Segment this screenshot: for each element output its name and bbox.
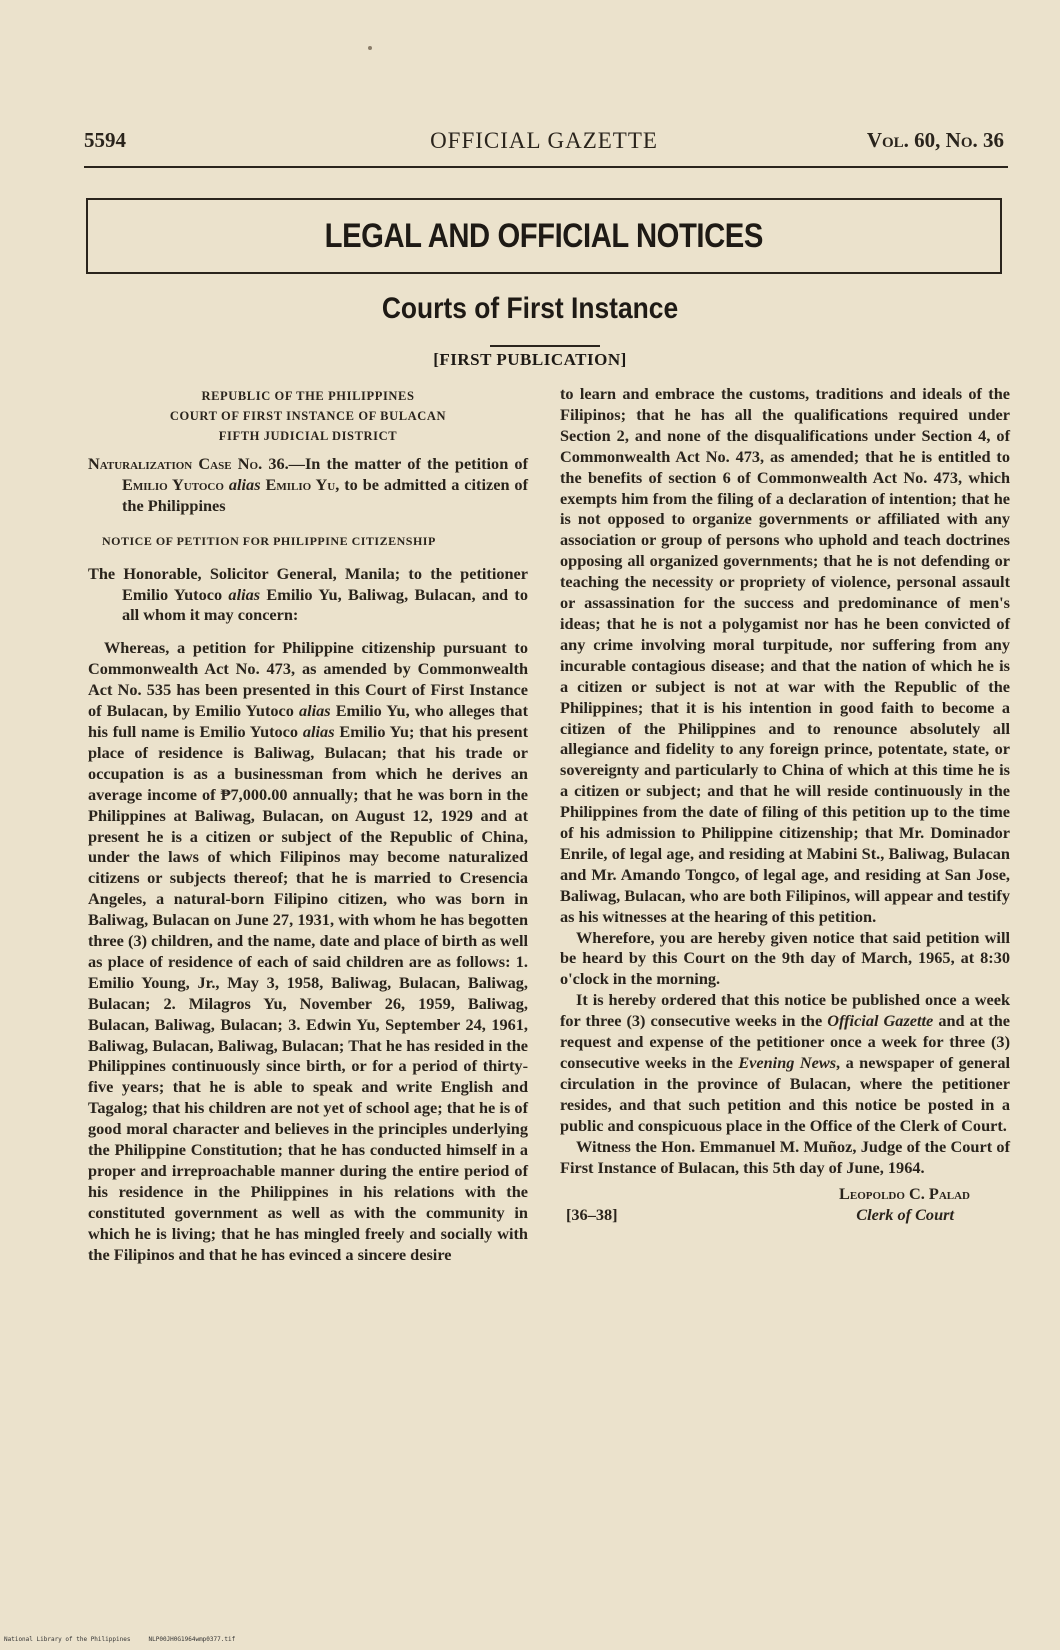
- body-text: Emilio Yu, who alleges that his full name is Emilio Yutoco: [88, 701, 528, 741]
- court-heading: Courts of First Instance: [381, 292, 679, 325]
- alias-word: alias: [302, 721, 335, 741]
- newspaper-name: Evening News: [738, 1053, 837, 1072]
- case-heading: [88, 454, 528, 517]
- body-text: Whereas, a petition for Philippine citizenship pursuant to Commonwealth Act No. 473, as amended by Commonwealth Act No. 535 has been presented in this Court of First Instance of Bulacan, by Emilio Yutoco: [88, 638, 528, 721]
- wherefore-paragraph: Wherefore, you are hereby given notice that said petition will be heard by this Court on the 9th day of March, 1965, at 8:30 o'clock in the morning.: [560, 927, 1010, 989]
- signatory-name: Leopoldo C. Palad: [839, 1184, 970, 1204]
- whereas-paragraph: [88, 638, 528, 1265]
- running-head: [84, 128, 1004, 158]
- caption-line: FIFTH JUDICIAL DISTRICT: [218, 429, 398, 443]
- page-number: 5594: [84, 128, 126, 152]
- continued-paragraph: to learn and embrace the customs, traditions and ideals of the Filipinos; that he has all the qualifications required under Section 2, and none of the disqualifications under Section 4, of Commonwealth Act No. 473, as amended; that he is entitled to the benefits of section 6 of Commonwealth Act No. 473, which exempts him from the filing of a declaration of intention; that he is not opposed to organize governments or affiliated with any association or group of persons who uphold and teach doctrines opposing all organized governments; that he is not defending or teaching the necessity or propriety of violence, personal assault or assassination for the success and predominance of men's ideas; that he is not a polygamist nor has he been convicted of any crime involving moral turpitude, nor suffering from any incurable contagious disease; and that the nation of which he is a citizen or subject is not at war with the Republic of the Philippines; that it is his intention in good faith to become a citizen of the Philippines and to renounce absolutely all allegiance and fidelity to any foreign prince, potentate, state, or sovereignty and particularly to China of which at this time he is a citizen or subject; and that he will reside continuously in the Philippines from the date of filing of this petition up to the time of his admission to Philippine citizenship; that Mr. Dominador Enrile, of legal age, and residing at Mabini St., Baliwag, Bulacan and Mr. Amando Tongco, of legal age, and residing at San Jose, Baliwag, Bulacan, who are both Filipinos, will appear and testify as his witnesses at the hearing of this petition.: [560, 384, 1010, 926]
- alias-word: alias: [298, 701, 331, 721]
- petitioner-name: Emilio Yutoco: [122, 474, 224, 494]
- caption-line: REPUBLIC OF THE PHILIPPINES: [201, 389, 415, 403]
- scan-footer: National Library of the Philippines NLP00JH0G1964wmp0377.tif: [4, 1636, 236, 1643]
- case-text: —In the matter of the petition of: [288, 454, 528, 473]
- section-title-box: [86, 198, 1002, 274]
- section-title: LEGAL AND OFFICIAL NOTICES: [324, 216, 764, 255]
- gazette-name: Official Gazette: [827, 1011, 934, 1031]
- witness-paragraph: Witness the Hon. Emmanuel M. Muñoz, Judge of the Court of First Instance of Bulacan, this 5th day of June, 1964.: [560, 1136, 1010, 1177]
- order-text: It is hereby ordered that this notice be published once a week for three (3) consecutive weeks in the: [560, 990, 1010, 1031]
- heading-rule: [490, 345, 600, 347]
- address-text: The Honorable, Solicitor General, Manila; to the petitioner Emilio Yutoco: [88, 563, 528, 604]
- notice-title: NOTICE OF PETITION FOR PHILIPPINE CITIZENSHIP: [102, 533, 436, 548]
- address-text: Emilio Yu, Baliwag, Bulacan, and to all whom it may concern:: [122, 584, 528, 625]
- caption-line: COURT OF FIRST INSTANCE OF BULACAN: [169, 409, 447, 423]
- speck: [368, 46, 372, 50]
- order-text: and at the request and expense of the petitioner once a week for three (3) consecutive weeks in the: [560, 1011, 1010, 1072]
- publication-tag: [FIRST PUBLICATION]: [433, 350, 627, 369]
- order-paragraph: [560, 990, 1010, 1136]
- spacer: [88, 446, 528, 454]
- header-rule: [84, 166, 1008, 168]
- signature-row: [560, 1205, 1010, 1227]
- case-label: Naturalization Case No. 36.: [88, 454, 289, 473]
- spacer: [88, 626, 528, 638]
- volume-number: Vol. 60, No. 36: [866, 128, 1004, 152]
- left-column: [88, 386, 528, 1266]
- alias-word: alias: [228, 584, 261, 604]
- case-text: , to be admitted a citizen of the Philippines: [122, 474, 528, 515]
- right-column: [560, 384, 1010, 1227]
- alias-word: alias: [228, 474, 261, 494]
- signatory-role: Clerk of Court: [856, 1205, 954, 1225]
- body-text: Emilio Yu; that his present place of residence is Baliwag, Bulacan; that his trade or occupation is as a businessman from which he derives an average income of ₱7,000.00 annually; that he was born in the Philippines at Baliwag, Bulacan, on August 12, 1929 and at present he is a citizen or subject of the Republic of China, under the laws of which Filipinos may become naturalized citizens or subjects thereof; that he is married to Cresencia Angeles, a natural-born Filipino citizen, who was born in Baliwag, Bulacan on June 27, 1931, with whom he has begotten three (3) children, and the name, date and place of birth as well as place of residence of each of said children are as follows: 1. Emilio Young, Jr., May 3, 1958, Baliwag, Bulacan, Baliwag, Bulacan; 2. Milagros Yu, November 26, 1959, Baliwag, Bulacan, Baliwag, Bulacan; 3. Edwin Yu, September 24, 1961, Baliwag, Bulacan, Baliwag, Bulacan; That he has resided in the Philippines continuously since birth, or for a period of thirty-five years; that he is able to speak and write English and Tagalog; that his children are not yet of school age; that he is of good moral character and believes in the principles underlying the Philippine Constitution; that he has conducted himself in a proper and irreproachable manner during the entire period of his residence in the Philippines in his relations with the constituted government as well as with the community in which he is living; that he has mingled freely and socially with the Filipinos and that he has evinced a sincere desire: [88, 721, 528, 1264]
- order-text: , a newspaper of general circulation in the province of Bulacan, where the petitioner resides, and that such petition and this notice be posted in a public and conspicuous place in the Office of the Clerk of Court.: [560, 1053, 1010, 1135]
- address-paragraph: [88, 564, 528, 627]
- reference-number: [36–38]: [566, 1205, 618, 1225]
- petitioner-alias: Emilio Yu: [265, 474, 336, 494]
- publication-title: OFFICIAL GAZETTE: [430, 128, 658, 153]
